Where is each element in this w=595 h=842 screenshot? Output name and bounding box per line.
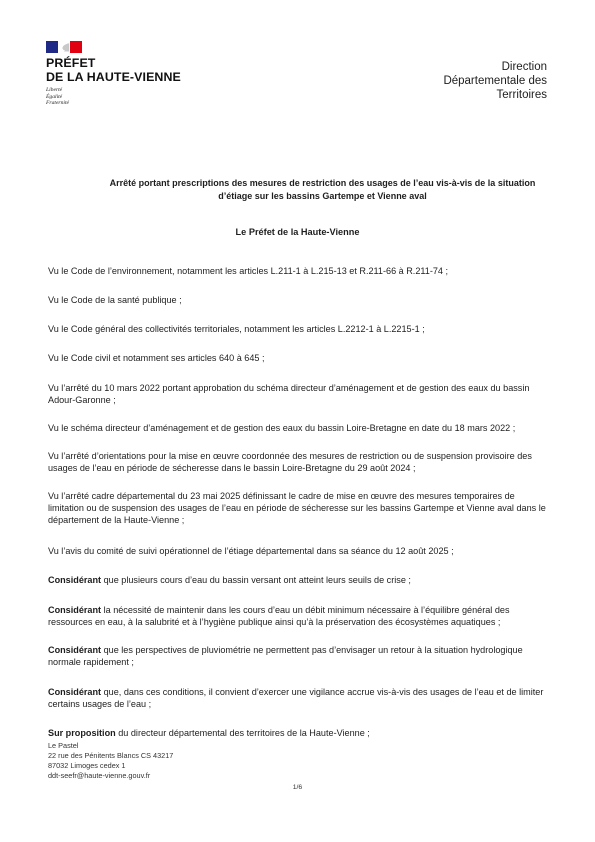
direction-header [443,60,547,102]
direction-line-3: Territoires [496,89,547,101]
address-line-2: 22 rue des Pénitents Blancs CS 43217 [48,751,174,760]
paragraph [48,604,548,628]
paragraph-text: Vu l’arrêté du 10 mars 2022 portant approbation du schéma directeur d’aménagement et de gestion des eaux du bassin Adour-Garonne ; [48,383,530,405]
paragraph-text: la nécessité de maintenir dans les cours d’eau un débit minimum nécessaire à l’équilibre général des ressources en eau, à la salubrité et à l’hygiène publique ainsi qu’à la préservation des écosystèmes aquatiques ; [48,605,510,627]
prefet-line-2: DE LA HAUTE-VIENNE [46,69,181,84]
paragraph-text: Vu l’arrêté d’orientations pour la mise en œuvre coordonnée des mesures de restriction ou de suspension provisoire des usages de l’eau en période de sécheresse dans le bassin Loire-Bretagne du 29 août 2024 ; [48,451,532,473]
paragraph [48,545,548,557]
paragraph [48,644,548,668]
paragraph [48,450,548,474]
prefecture-logo [46,41,236,107]
address-line-3: 87032 Limoges cedex 1 [48,761,126,770]
paragraph-text: que les perspectives de pluviométrie ne permettent pas d’envisager un retour à la situation hydrologique normale rapidement ; [48,645,523,667]
paragraph [48,382,548,406]
paragraph-lead: Considérant [48,687,102,697]
paragraph [48,574,548,586]
address-line-1: Le Pastel [48,741,79,750]
devise-egalite: Égalité [46,93,63,100]
paragraph-text: Vu le Code général des collectivités territoriales, notamment les articles L.2212-1 à L.2215-1 ; [48,324,425,334]
marianne-icon [60,42,69,52]
paragraph-lead: Sur proposition [48,728,116,738]
devise-fraternite: Fraternité [46,100,69,106]
tricolor-flag-icon [46,41,82,53]
paragraph-text: Vu le Code civil et notamment ses articles 640 à 645 ; [48,353,265,363]
paragraph-text: Vu le Code de la santé publique ; [48,295,182,305]
devise-liberte: Liberté [46,87,63,93]
paragraph-lead: Considérant [48,575,102,585]
paragraph-text: que plusieurs cours d’eau du bassin versant ont atteint leurs seuils de crise ; [101,575,411,585]
paragraph-lead: Considérant [48,645,102,655]
paragraph-text: du directeur départemental des territoires de la Haute-Vienne ; [115,728,370,738]
paragraph [48,323,548,335]
prefet-title: Le Préfet de la Haute-Vienne [235,227,360,237]
paragraph [48,422,548,434]
paragraph [48,727,548,739]
page-number: 1/6 [292,784,303,791]
document-title: Arrêté portant prescriptions des mesures de restriction des usages de l’eau vis-à-vis de la situation d’étiage sur les bassins Gartempe et Vienne aval [109,178,536,201]
prefet-name [46,57,236,84]
paragraph [48,686,548,710]
paragraph-text: Vu l’arrêté cadre départemental du 23 mai 2025 définissant le cadre de mise en œuvre des mesures temporaires de limitation ou de suspension des usages de l’eau en période de sécheresse sur les bassins Gartempe et Vienne aval dans le département de la Haute-Vienne ; [48,491,546,525]
paragraph-text: que, dans ces conditions, il convient d’exercer une vigilance accrue vis-à-vis des usages de l’eau et de limiter certains usages de l’eau ; [48,687,544,709]
paragraph-text: Vu l’avis du comité de suivi opérationnel de l’étiage départemental dans sa séance du 12 août 2025 ; [48,546,454,556]
paragraph [48,265,548,277]
address-email: ddt-seefr@haute-vienne.gouv.fr [48,771,151,780]
devise [46,87,236,107]
footer-address [48,741,173,781]
paragraph [48,352,548,364]
paragraph-lead: Considérant [48,605,102,615]
paragraph [48,490,548,526]
direction-line-2: Départementale des [443,75,547,87]
document-body [48,265,548,739]
prefet-line-1: PRÉFET [46,56,96,70]
paragraph-text: Vu le schéma directeur d’aménagement et de gestion des eaux du bassin Loire-Bretagne en date du 18 mars 2022 ; [48,423,516,433]
paragraph [48,294,548,306]
paragraph-text: Vu le Code de l’environnement, notamment les articles L.211-1 à L.215-13 et R.211-66 à R.211-74 ; [48,266,449,276]
direction-line-1: Direction [501,61,547,73]
